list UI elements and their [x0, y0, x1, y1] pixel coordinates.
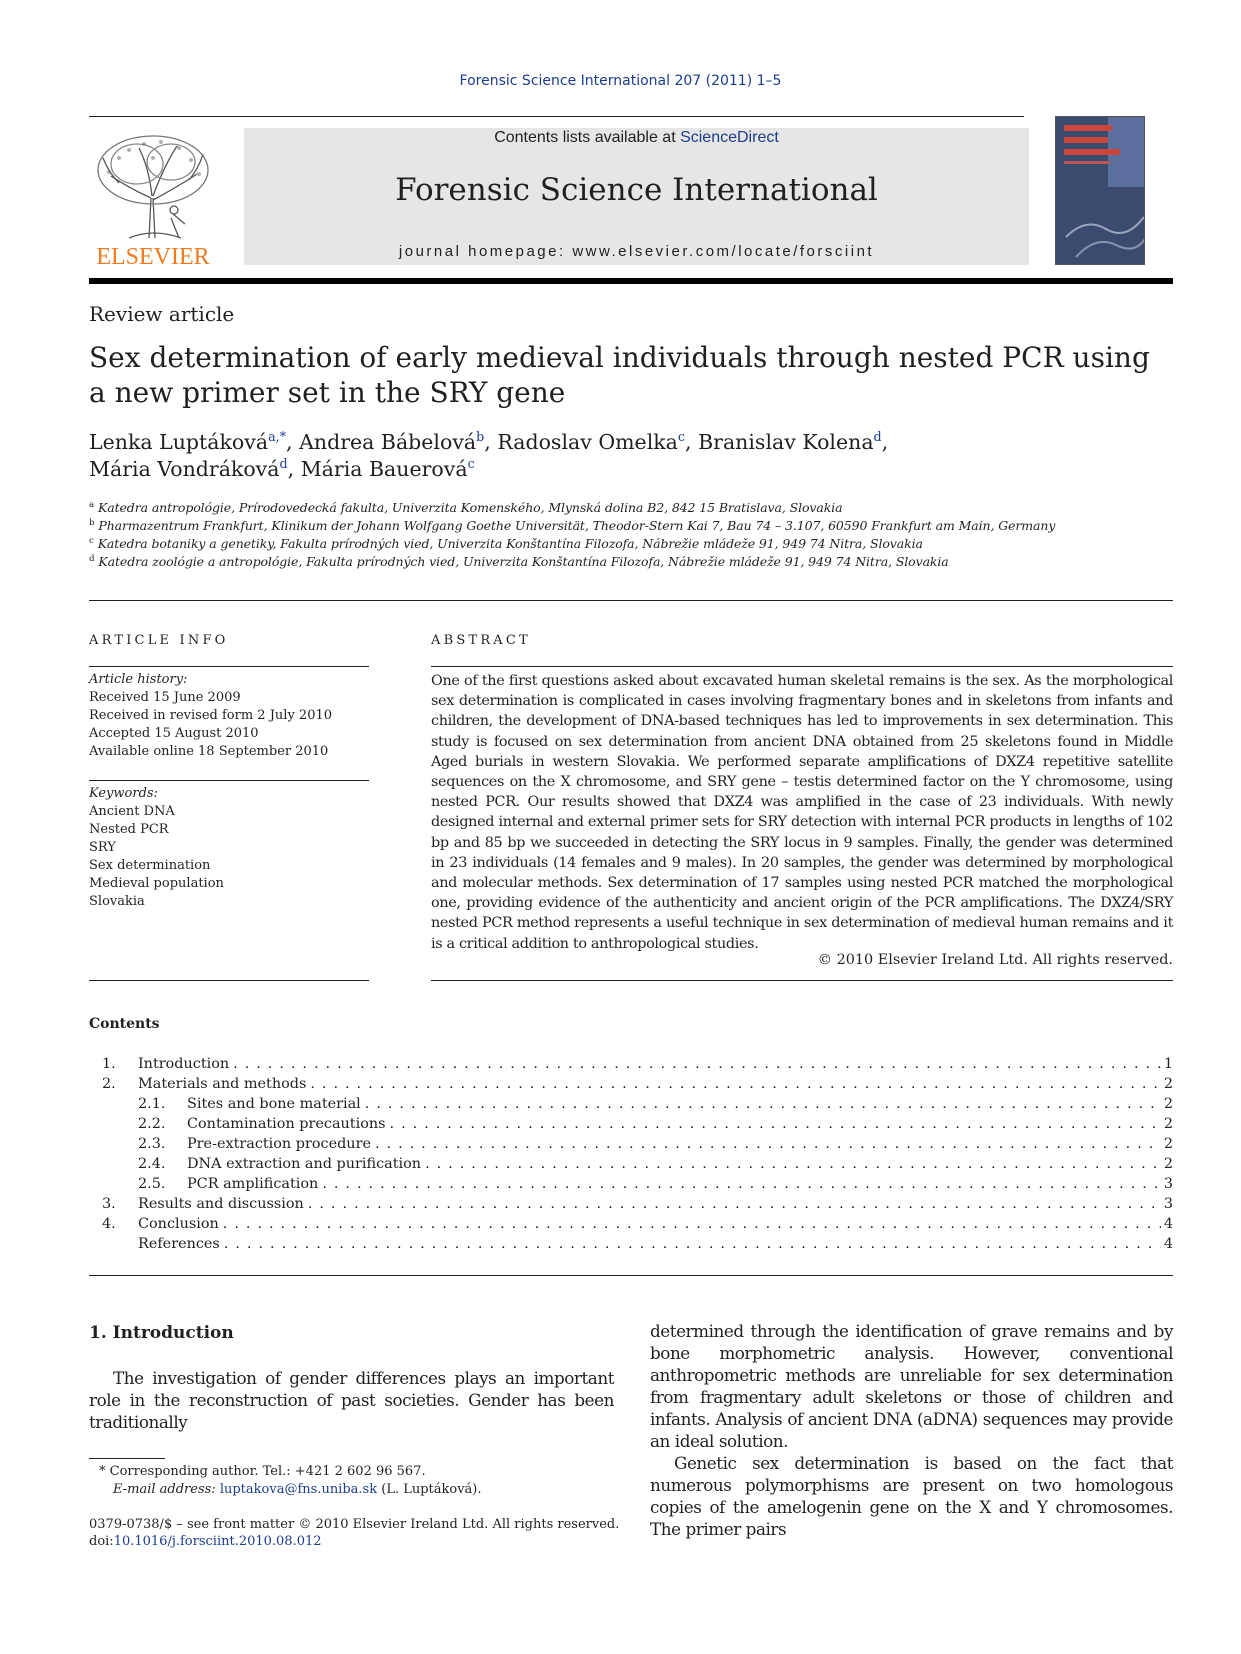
toc-page-number: 3: [1163, 1176, 1173, 1192]
toc-dot-leader: [390, 1116, 1161, 1132]
abstract-bottom-rule: [431, 980, 1173, 981]
toc-entry[interactable]: [0, 1176, 1241, 1196]
authors-line-2: Mária Vondráková$^d$, Mária Bauerová$^c$: [89, 456, 475, 481]
toc-entry[interactable]: [0, 1056, 1241, 1076]
doi-link[interactable]: 10.1016/j.forsciint.2010.08.012: [113, 1534, 322, 1549]
masthead-thick-rule: [89, 278, 1173, 284]
toc-number: 2.3.: [138, 1136, 166, 1152]
toc-entry[interactable]: [0, 1076, 1241, 1096]
abstract-heading: ABSTRACT: [431, 633, 531, 648]
footnote-rule: [89, 1458, 165, 1459]
intro-paragraph-right-2: Genetic sex determination is based on the fact that numerous polymorphisms are present on two homologous copies of the amelogenin gene on the X and Y chromosomes. The primer pairs: [650, 1453, 1173, 1539]
toc-label[interactable]: Materials and methods: [138, 1076, 307, 1092]
intro-paragraph-right-1: determined through the identification of grave remains and by bone morphometric analysis. However, conventional anthropometric methods are unreliable for sex determination from fragmentary adult skeletons or those of children and infants. Analysis of ancient DNA (aDNA) sequences may provide an ideal solution.: [650, 1321, 1173, 1451]
toc-page-number: 2: [1163, 1076, 1173, 1092]
affiliation-b: $^b$ Pharmazentrum Frankfurt, Klinikum der Johann Wolfgang Goethe Universität, Theodor-Stern Kai 7, Bau 74 – 3.107, 60590 Frankfurt am Main, Germany: [89, 517, 1056, 533]
affiliation-d: $^d$ Katedra zoológie a antropológie, Fakulta prírodných vied, Univerzita Konštantína Filozofa, Nábrežie mládeže 91, 949 74 Nitra, Slovakia: [89, 553, 949, 569]
article-info-heading: ARTICLE INFO: [89, 633, 229, 648]
author-name: Mária Vondráková: [89, 457, 280, 481]
email-owner: (L. Luptáková).: [377, 1482, 482, 1497]
article-info-bottom-rule: [89, 980, 369, 981]
author-name: Andrea Bábelová: [299, 430, 477, 454]
keyword: SRY: [89, 840, 116, 855]
elsevier-logo: [89, 128, 217, 268]
history-online: Available online 18 September 2010: [89, 744, 329, 759]
contents-heading: Contents: [89, 1016, 160, 1032]
toc-dot-leader: [375, 1136, 1161, 1152]
masthead-journal-title: Forensic Science International: [395, 172, 878, 208]
elsevier-tree-icon: [89, 128, 217, 268]
article-type: Review article: [89, 302, 235, 326]
toc-dot-leader: [322, 1176, 1161, 1192]
authors-line-1: Lenka Luptáková$^{a,*}$, Andrea Bábelová$^b$, Radoslav Omelka$^c$, Branislav Kolena$^d$,: [89, 429, 889, 454]
toc-entry[interactable]: [0, 1236, 1241, 1256]
email-link[interactable]: luptakova@fns.uniba.sk: [219, 1482, 378, 1497]
author-affiliation-marker[interactable]: a,*: [268, 429, 287, 445]
toc-entry[interactable]: [0, 1096, 1241, 1116]
toc-page-number: 4: [1163, 1216, 1173, 1232]
contents-bottom-rule: [89, 1275, 1173, 1276]
abstract-body: One of the first questions asked about excavated human skeletal remains is the sex. As the morphological sex determination is complicated in cases involving fragmentary bones and in skeletons from infants and children, the development of DNA-based techniques has led to improvements in sex determination. This study is focused on sex determination from ancient DNA obtained from 25 skeletons found in Middle Aged burials in western Slovakia. We performed separate amplifications of DXZ4 repetitive satellite sequences on the X chromosome, and SRY gene – testis determined factor on the Y chromosome, using nested PCR. Our results showed that DXZ4 was amplified in the case of 23 individuals. With newly designed internal and external primer sets for SRY detection with internal PCR products in lengths of 102 bp and 85 bp we succeeded in detecting the SRY locus in 9 samples. Finally, the gender was determined in 23 individuals (14 females and 9 males). In 20 samples, the gender was determined by morphological and molecular methods. Sex determination of 17 samples using nested PCR matched the morphological one, providing evidence of the authenticity and ancient origin of the PCR amplifications. The DXZ4/SRY nested PCR method represents a useful technique in sex determination of medieval human remains and it is a critical addition to anthropological studies.: [431, 673, 1173, 952]
toc-label[interactable]: Results and discussion: [138, 1196, 304, 1212]
toc-page-number: 2: [1163, 1156, 1173, 1172]
toc-dot-leader: [223, 1216, 1161, 1232]
top-rule: [89, 116, 1024, 117]
toc-label[interactable]: DNA extraction and purification: [187, 1156, 422, 1172]
author-name: Lenka Luptáková: [89, 430, 269, 454]
contents-prefix: Contents lists available at: [494, 129, 681, 146]
author-affiliation-marker[interactable]: c: [467, 456, 475, 472]
author-affiliation-marker[interactable]: c: [677, 429, 686, 445]
history-received: Received 15 June 2009: [89, 690, 241, 705]
author-affiliation-marker[interactable]: b: [476, 429, 485, 445]
article-title-line-2: a new primer set in the SRY gene: [89, 376, 566, 409]
toc-entry[interactable]: [0, 1196, 1241, 1216]
email-label: E-mail address:: [113, 1482, 216, 1497]
toc-number: 3.: [102, 1196, 116, 1212]
front-matter-line: 0379-0738/$ – see front matter © 2010 Elsevier Ireland Ltd. All rights reserved.: [89, 1517, 620, 1532]
author-name: Radoslav Omelka: [497, 430, 678, 454]
toc-label[interactable]: Contamination precautions: [187, 1116, 386, 1132]
masthead-banner: [244, 128, 1029, 265]
keyword: Sex determination: [89, 858, 211, 873]
author-name: Branislav Kolena: [698, 430, 874, 454]
toc-page-number: 3: [1163, 1196, 1173, 1212]
history-revised: Received in revised form 2 July 2010: [89, 708, 333, 723]
journal-reference[interactable]: Forensic Science International 207 (2011) 1–5: [459, 73, 782, 89]
toc-dot-leader: [425, 1156, 1161, 1172]
journal-cover-image: [1055, 116, 1145, 265]
toc-page-number: 2: [1163, 1136, 1173, 1152]
email-footnote: [113, 1482, 482, 1497]
toc-entry[interactable]: [0, 1216, 1241, 1236]
toc-entry[interactable]: [0, 1136, 1241, 1156]
author-name: Mária Bauerová: [300, 457, 468, 481]
toc-page-number: 2: [1163, 1096, 1173, 1112]
keyword: Medieval population: [89, 876, 224, 891]
toc-label[interactable]: Conclusion: [138, 1216, 219, 1232]
intro-right-column: [650, 1320, 1173, 1540]
toc-page-number: 4: [1163, 1236, 1173, 1252]
keyword: Nested PCR: [89, 822, 169, 837]
toc-label[interactable]: Pre-extraction procedure: [187, 1136, 371, 1152]
toc-number: 2.2.: [138, 1116, 166, 1132]
keywords-rule: [89, 780, 369, 781]
toc-number: 2.5.: [138, 1176, 166, 1192]
keyword: Slovakia: [89, 894, 145, 909]
toc-dot-leader: [308, 1196, 1161, 1212]
section-divider: [89, 600, 1173, 601]
toc-entry[interactable]: [0, 1156, 1241, 1176]
keywords-label: Keywords:: [89, 786, 158, 801]
journal-homepage[interactable]: journal homepage: www.elsevier.com/locate/forsciint: [398, 243, 875, 260]
toc-label[interactable]: References: [138, 1236, 220, 1252]
toc-dot-leader: [224, 1236, 1161, 1252]
doi-line: [89, 1534, 322, 1549]
affiliation-a: $^a$ Katedra antropológie, Prírodovedecká fakulta, Univerzita Komenského, Mlynská dolina B2, 842 15 Bratislava, Slovakia: [89, 499, 843, 515]
doi-label: doi:: [89, 1534, 114, 1549]
toc-dot-leader: [365, 1096, 1161, 1112]
toc-page-number: 2: [1163, 1116, 1173, 1132]
toc-dot-leader: [233, 1056, 1161, 1072]
toc-number: 2.: [102, 1076, 116, 1092]
intro-paragraph-left: The investigation of gender differences plays an important role in the reconstruction of past societies. Gender has been traditionally: [89, 1368, 614, 1432]
article-info-rule: [89, 666, 369, 667]
affiliation-c: $^c$ Katedra botaniky a genetiky, Fakulta prírodných vied, Univerzita Konštantína Filozofa, Nábrežie mládeže 91, 949 74 Nitra, Slovakia: [89, 535, 923, 551]
abstract-rule: [431, 666, 1173, 667]
author-affiliation-marker[interactable]: d: [279, 456, 288, 472]
contents-available-line: [244, 129, 1029, 147]
author-affiliation-marker[interactable]: d: [873, 429, 882, 445]
toc-page-number: 1: [1163, 1056, 1173, 1072]
toc-label[interactable]: Sites and bone material: [187, 1096, 361, 1112]
history-accepted: Accepted 15 August 2010: [89, 726, 259, 741]
keyword: Ancient DNA: [89, 804, 175, 819]
toc-label[interactable]: Introduction: [138, 1056, 230, 1072]
section-heading-introduction: 1. Introduction: [89, 1323, 234, 1343]
corresponding-author-footnote: * Corresponding author. Tel.: +421 2 602 96 567.: [99, 1464, 426, 1479]
sciencedirect-link[interactable]: ScienceDirect: [680, 129, 779, 146]
toc-entry[interactable]: [0, 1116, 1241, 1136]
toc-dot-leader: [310, 1076, 1161, 1092]
article-history-label: Article history:: [89, 672, 188, 687]
article-title-line-1: Sex determination of early medieval individuals through nested PCR using: [89, 341, 1150, 374]
toc-number: 2.1.: [138, 1096, 166, 1112]
toc-number: 2.4.: [138, 1156, 166, 1172]
fsi-cover-icon: [1056, 117, 1145, 265]
elsevier-wordmark: ELSEVIER: [96, 244, 210, 268]
toc-number: 1.: [102, 1056, 116, 1072]
toc-number: 4.: [102, 1216, 116, 1232]
toc-label[interactable]: PCR amplification: [187, 1176, 319, 1192]
abstract-copyright: © 2010 Elsevier Ireland Ltd. All rights reserved.: [817, 952, 1173, 968]
